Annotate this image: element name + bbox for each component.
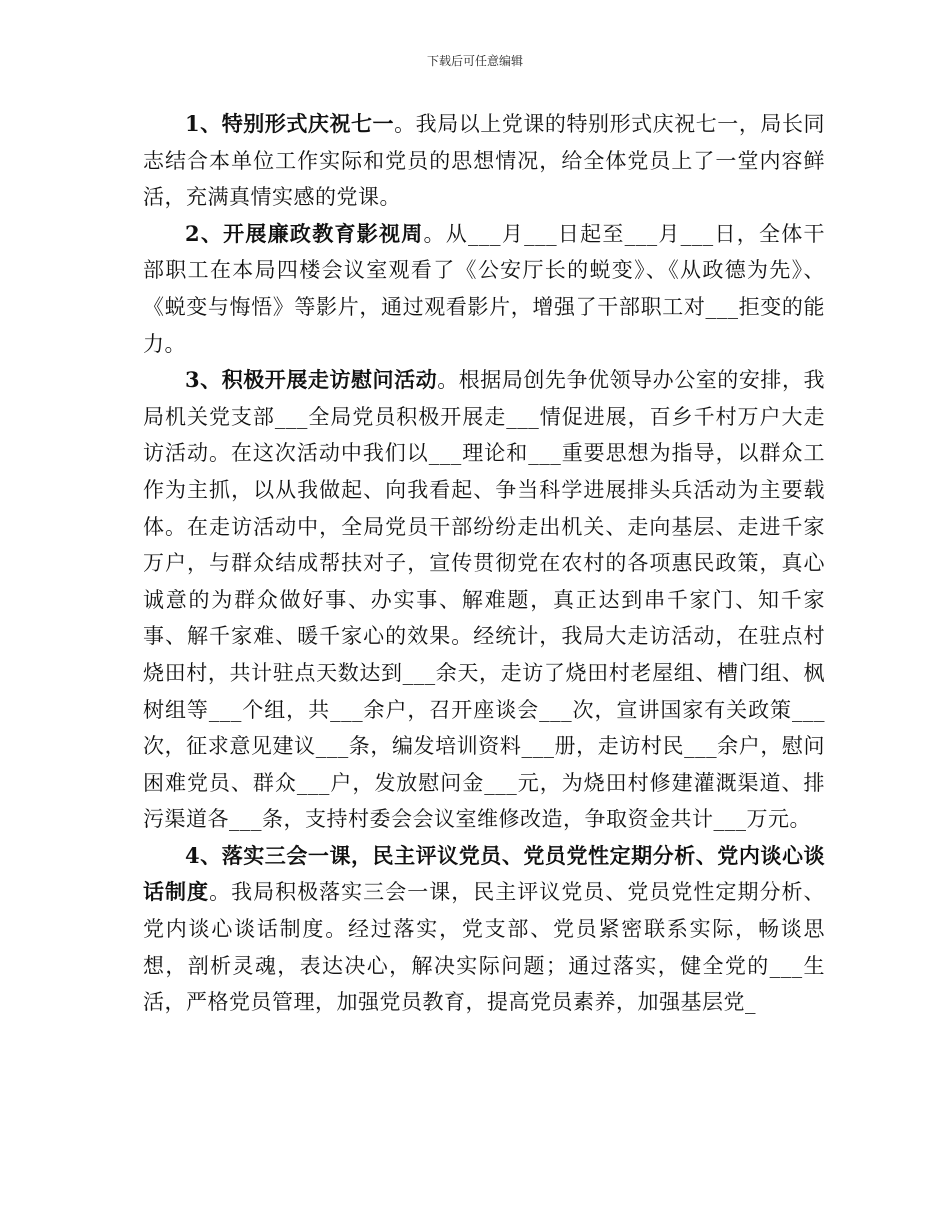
paragraph-3-title: 3、积极开展走访慰问活动 bbox=[185, 367, 438, 393]
header-note: 下载后可任意编辑 bbox=[426, 54, 523, 68]
paragraph-4-title: 4、落实三会一课，民主评议党员、党员党性定期分析、党内谈心谈话制度 bbox=[143, 842, 825, 905]
paragraph-2-title: 2、开展廉政教育影视周 bbox=[185, 220, 424, 246]
paragraph-2 bbox=[143, 216, 825, 362]
paragraph-4-body: 。我局积极落实三会一课，民主评议党员、党员党性定期分析、党内谈心谈话制度。经过落实，党支部、党员紧密联系实际，畅谈思想，剖析灵魂，表达决心，解决实际问题；通过落实，健全党的___生活，严格党员管理，加强党员教育，提高党员素养，加强基层党_ bbox=[143, 880, 826, 1015]
paragraph-1-title: 1、特别形式庆祝七一 bbox=[185, 111, 395, 136]
paragraph-1 bbox=[143, 106, 825, 216]
paragraph-1-body: 。我局以上党课的特别形式庆祝七一，局长同志结合本单位工作实际和党员的思想情况，给全体党员上了一堂内容鲜活，充满真情实感的党课。 bbox=[143, 112, 825, 210]
paragraph-3-body: 。根据局创先争优领导办公室的安排，我局机关党支部___全局党员积极开展走___情促进展，百乡千村万户大走访活动。在这次活动中我们以___理论和___重要思想为指导，以群众工作为主抓，以从我做起、向我看起、争当科学进展排头兵活动为主要载体。在走访活动中，全局党员干部纷纷走出机关、走向基层、走进千家万户，与群众结成帮扶对子，宣传贯彻党在农村的各项惠民政策，真心诚意的为群众做好事、办实事、解难题，真正达到串千家门、知千家事、解千家难、暖千家心的效果。经统计，我局大走访活动，在驻点村烧田村，共计驻点天数达到___余天，走访了烧田村老屋组、槽门组、枫树组等___个组，共___余户，召开座谈会___次，宣讲国家有关政策___次，征求意见建议___条，编发培训资料___册，走访村民___余户，慰问困难党员、群众___户，发放慰问金___元，为烧田村修建灌溉渠道、排污渠道各___条，支持村委会会议室维修改造，争取资金共计___万元。 bbox=[143, 368, 825, 832]
paragraph-3 bbox=[143, 362, 825, 838]
document-body bbox=[143, 106, 825, 1021]
paragraph-4 bbox=[143, 838, 825, 1021]
paragraph-2-body: 。从___月___日起至___月___日，全体干部职工在本局四楼会议室观看了《公安厅长的蜕变》、《从政德为先》、《蜕变与悔悟》等影片，通过观看影片，增强了干部职工对___拒变的能力。 bbox=[143, 221, 825, 356]
